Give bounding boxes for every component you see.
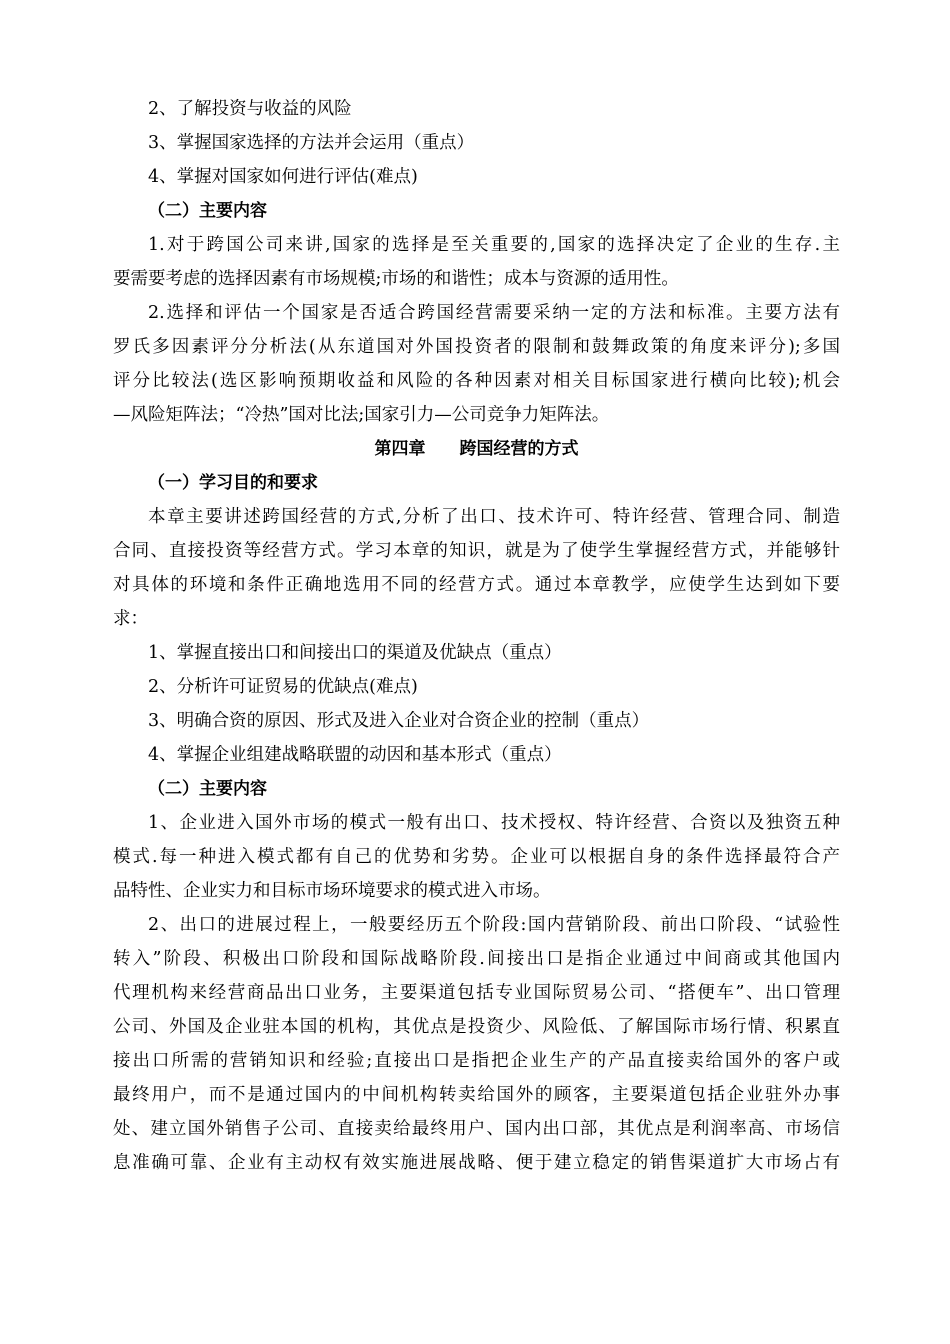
- list-item: 3、掌握国家选择的方法并会运用（重点）: [148, 133, 475, 153]
- paragraph-line: 代理机构来经营商品出口业务，主要渠道包括专业国际贸易公司、“搭便车”、出口管理: [113, 983, 840, 1003]
- paragraph-line: 息准确可靠、企业有主动权有效实施进展战略、便于建立稳定的销售渠道扩大市场占有: [113, 1153, 840, 1173]
- paragraph-line: 1.对于跨国公司来讲,国家的选择是至关重要的,国家的选择决定了企业的生存.主: [148, 235, 840, 255]
- paragraph-line: 合同、直接投资等经营方式。学习本章的知识，就是为了使学生掌握经营方式，并能够针: [113, 541, 840, 561]
- paragraph-line: —风险矩阵法；“冷热”国对比法;国家引力—公司竞争力矩阵法。: [113, 405, 610, 425]
- paragraph-line: 罗氏多因素评分分析法(从东道国对外国投资者的限制和鼓舞政策的角度来评分);多国: [113, 337, 840, 357]
- list-item: 1、掌握直接出口和间接出口的渠道及优缺点（重点）: [148, 643, 562, 663]
- paragraph-line: 1、企业进入国外市场的模式一般有出口、技术授权、特许经营、合资以及独资五种: [148, 813, 840, 833]
- paragraph-line: 接出口所需的营销知识和经验;直接出口是指把企业生产的产品直接卖给国外的客户或: [113, 1051, 840, 1071]
- paragraph-line: 处、建立国外销售子公司、直接卖给最终用户、国内出口部，其优点是利润率高、市场信: [113, 1119, 840, 1139]
- paragraph-line: 要需要考虑的选择因素有市场规模;市场的和谐性；成本与资源的适用性。: [113, 269, 679, 289]
- paragraph-line: 对具体的环境和条件正确地选用不同的经营方式。通过本章教学，应使学生达到如下要: [113, 575, 840, 595]
- paragraph-line: 2.选择和评估一个国家是否适合跨国经营需要采纳一定的方法和标准。主要方法有: [148, 303, 840, 323]
- list-item: 4、掌握企业组建战略联盟的动因和基本形式（重点）: [148, 745, 562, 765]
- paragraph-line: 求：: [113, 609, 148, 629]
- paragraph-line: 最终用户，而不是通过国内的中间机构转卖给国外的顾客，主要渠道包括企业驻外办事: [113, 1085, 840, 1105]
- paragraph-line: 模式.每一种进入模式都有自己的优势和劣势。企业可以根据自身的条件选择最符合产: [113, 847, 840, 867]
- paragraph-line: 评分比较法(选区影响预期收益和风险的各种因素对相关目标国家进行横向比较);机会: [113, 371, 840, 391]
- section-heading: （二）主要内容: [148, 201, 267, 221]
- document-page: [113, 92, 840, 1180]
- paragraph-line: 公司、外国及企业驻本国的机构，其优点是投资少、风险低、了解国际市场行情、积累直: [113, 1017, 840, 1037]
- list-item: 2、了解投资与收益的风险: [148, 99, 352, 119]
- list-item: 4、掌握对国家如何进行评估(难点): [148, 167, 418, 187]
- list-item: 3、明确合资的原因、形式及进入企业对合资企业的控制（重点）: [148, 711, 650, 731]
- paragraph-line: 转入”阶段、积极出口阶段和国际战略阶段.间接出口是指企业通过中间商或其他国内: [113, 949, 840, 969]
- chapter-title: 第四章 跨国经营的方式: [374, 439, 579, 459]
- section-heading: （二）主要内容: [148, 779, 267, 799]
- paragraph-line: 品特性、企业实力和目标市场环境要求的模式进入市场。: [113, 881, 551, 901]
- section-heading: （一）学习目的和要求: [148, 473, 318, 493]
- paragraph-line: 2、出口的进展过程上，一般要经历五个阶段:国内营销阶段、前出口阶段、“试验性: [148, 915, 840, 935]
- paragraph-line: 本章主要讲述跨国经营的方式,分析了出口、技术许可、特许经营、管理合同、制造: [148, 507, 840, 527]
- list-item: 2、分析许可证贸易的优缺点(难点): [148, 677, 418, 697]
